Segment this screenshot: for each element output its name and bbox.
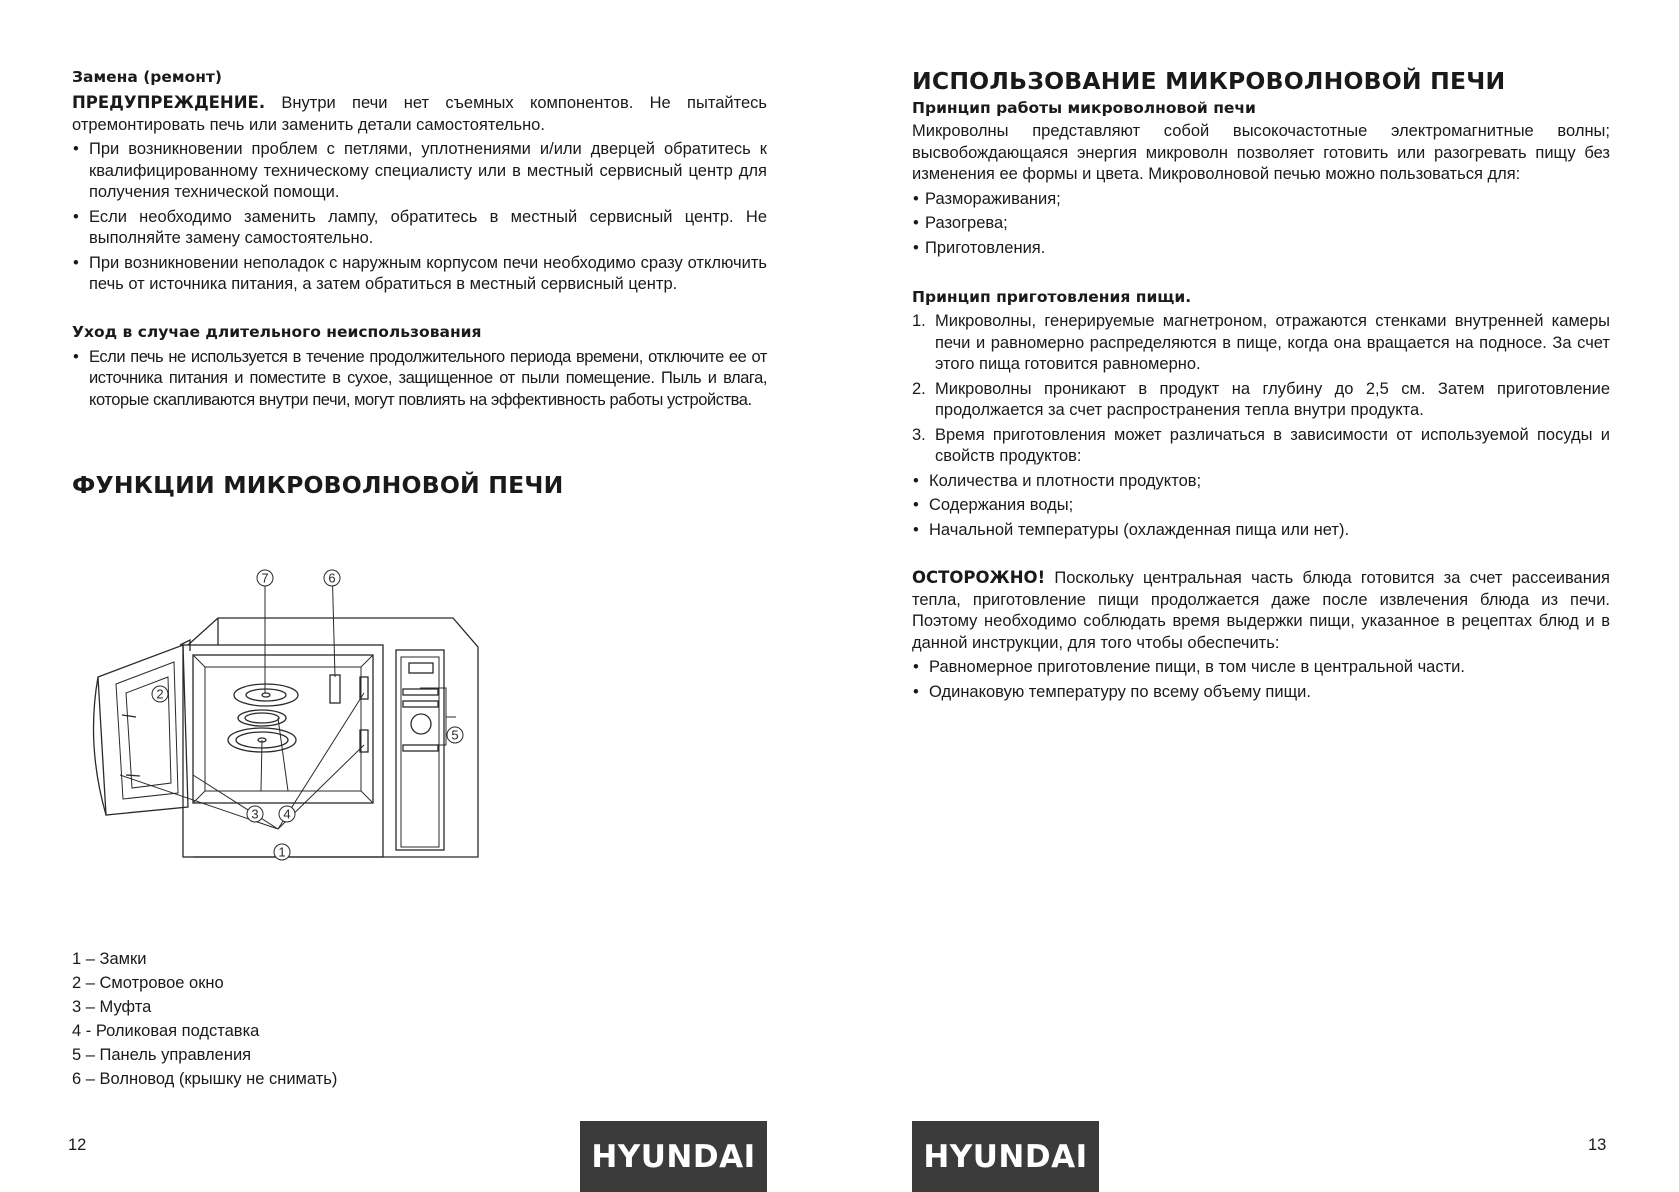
list-item: • Равномерное приготовление пищи, в том числе в центральной части. [912,657,1610,679]
caution-bullets [912,657,1610,703]
caution-lead: ОСТОРОЖНО! [912,568,1046,587]
callout-3-label: 3 [251,806,259,822]
left-column [72,66,767,500]
storage-bullets [72,347,767,412]
caution-paragraph [912,567,1610,654]
list-item: • Если печь не используется в течение продолжительного периода времени, отключите ее от источника питания и поместите в сухое, защищенное от пыли помещение. Пыль и влага, которые скапливаются внутри печи, могут повлиять на эффективность работы устройства. [72,347,767,412]
list-item: 2. Микроволны проникают в продукт на глубину до 2,5 см. Затем приготовление продолжается за счет распространения тепла внутри продукта. [912,379,1610,419]
callout-1-label: 1 [278,844,286,860]
page-number: 13 [1588,1136,1607,1154]
legend-item: 1 – Замки [72,950,147,968]
callout-7-label: 7 [261,570,269,586]
legend-item: 4 - Роликовая подставка [72,1022,260,1040]
warning-paragraph [72,92,767,136]
callout-4-label: 4 [283,806,291,822]
legend-item: 6 – Волновод (крышку не снимать) [72,1070,338,1088]
warning-text: Внутри печи нет съемных компонентов. Не пытайтесь отремонтировать печь или заменить детали самостоятельно. [72,94,767,134]
page-number: 12 [68,1136,87,1154]
cooking-bullets [912,471,1610,542]
list-item: • Разогрева; [912,213,1610,235]
principle-bullets [912,189,1610,260]
cooking-steps [912,311,1610,468]
list-item: • При возникновении проблем с петлями, уплотнениями и/или дверцей обратитесь к квалифицированному техническому специалисту или в местный сервисный центр для получения технической помощи. [72,139,767,204]
principle-text: Микроволны представляют собой высокочастотные электромагнитные волны; высвобождающаяся энергия микроволн позволяет готовить или разогревать пищу без изменения ее формы и цвета. Микроволновой печью можно пользоваться для: [912,122,1610,183]
caution-text: Поскольку центральная часть блюда готовится за счет рассеивания тепла, приготовление пищи продолжается даже после извлечения блюда из печи. Поэтому необходимо соблюдать время выдержки пищи, указанное в рецептах блюд и в данной инструкции, для того чтобы обеспечить: [912,569,1610,652]
list-item: • Размораживания; [912,189,1610,211]
right-page [840,0,1679,1192]
list-item: • При возникновении неполадок с наружным корпусом печи необходимо сразу отключить печь от источника питания, а затем обратиться в местный сервисный центр. [72,253,767,296]
replacement-heading: Замена (ремонт) [72,68,223,86]
brand-logo: HYUNDAI [580,1121,767,1192]
diagram-callouts [78,545,510,905]
replacement-bullets [72,139,767,296]
legend-item: 3 – Муфта [72,998,152,1016]
right-column [912,66,1610,703]
list-item: • Содержания воды; [912,495,1610,517]
list-item: • Одинаковую температуру по всему объему пищи. [912,682,1610,704]
callout-2-label: 2 [156,686,164,702]
parts-legend [72,947,472,1091]
list-item: 1. Микроволны, генерируемые магнетроном, отражаются стенками внутренней камеры печи и равномерно распределяются в пище, когда она вращается на подносе. За счет этого пища готовится равномерно. [912,312,1610,373]
legend-item: 2 – Смотровое окно [72,974,224,992]
storage-heading: Уход в случае длительного неиспользования [72,322,482,341]
brand-logo: HYUNDAI [912,1121,1099,1192]
principle-heading: Принцип работы микроволновой печи [912,99,1256,117]
warning-lead: ПРЕДУПРЕЖДЕНИЕ. [72,93,266,112]
list-item: 3. Время приготовления может различаться в зависимости от используемой посуды и свойств продуктов: [912,425,1610,465]
cooking-heading: Принцип приготовления пищи. [912,288,1192,306]
usage-title: ИСПОЛЬЗОВАНИЕ МИКРОВОЛНОВОЙ ПЕЧИ [912,67,1506,95]
list-item: • Начальной температуры (охлажденная пища или нет). [912,520,1610,542]
list-item: • Приготовления. [912,238,1610,260]
callout-5-label: 5 [451,727,459,743]
callout-6-label: 6 [328,570,336,586]
functions-title: ФУНКЦИИ МИКРОВОЛНОВОЙ ПЕЧИ [72,471,564,499]
list-item: • Количества и плотности продуктов; [912,471,1610,493]
legend-item: 5 – Панель управления [72,1046,252,1064]
list-item: • Если необходимо заменить лампу, обратитесь в местный сервисный центр. Не выполняйте замену самостоятельно. [72,207,767,250]
